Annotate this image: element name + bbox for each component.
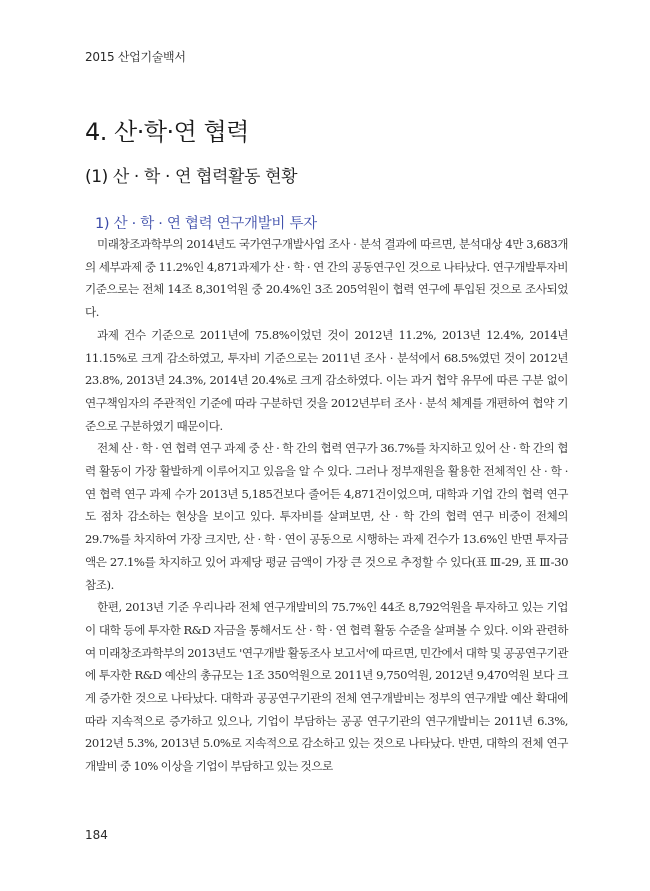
running-head: 2015 산업기술백서 bbox=[85, 50, 186, 64]
paragraph: 미래창조과학부의 2014년도 국가연구개발사업 조사 · 분석 결과에 따르면, 분석대상 4만 3,683개의 세부과제 중 11.2%인 4,871과제가 산 · 학 · 연 간의 공동연구인 것으로 나타났다. 연구개발투자비 기준으로는 전체 14조 8,301억원 중 20.4%인 3조 205억원이 협력 연구에 투입된 것으로 조사되었다. bbox=[85, 237, 568, 320]
subsection-title: 1) 산 · 학 · 연 협력 연구개발비 투자 bbox=[95, 216, 317, 232]
paragraph: 전체 산 · 학 · 연 협력 연구 과제 중 산 · 학 간의 협력 연구가 36.7%를 차지하고 있어 산 · 학 간의 협력 활동이 가장 활발하게 이루어지고 있음을 알 수 있다. 그러나 정부재원을 활용한 전체적인 산 · 학 · 연 협력 연구 과제 수가 2013년 5,185건보다 줄어든 4,871건이었으며, 대학과 기업 간의 협력 연구도 점차 감소하는 현상을 보이고 있다. 투자비를 살펴보면, 산 · 학 간의 협력 연구 비중이 전체의 29.7%를 차지하여 가장 크지만, 산 · 학 · 연이 공동으로 시행하는 과제 건수가 13.6%인 반면 투자금액은 27.1%를 차지하고 있어 과제당 평균 금액이 가장 큰 것으로 추정할 수 있다(표 Ⅲ-29, 표 Ⅲ-30 참조). bbox=[85, 441, 568, 592]
section-title: (1) 산 · 학 · 연 협력활동 현황 bbox=[85, 167, 298, 187]
page-number: 184 bbox=[85, 828, 108, 842]
body-text bbox=[85, 233, 568, 778]
paragraph: 한편, 2013년 기준 우리나라 전체 연구개발비의 75.7%인 44조 8,792억원을 투자하고 있는 기업이 대학 등에 투자한 R&D 자금을 통해서도 산 · 학 · 연 협력 활동 수준을 살펴볼 수 있다. 이와 관련하여 미래창조과학부의 2013년도 '연구개발 활동조사 보고서'에 따르면, 민간에서 대학 및 공공연구기관에 투자한 R&D 예산의 총규모는 1조 350억원으로 2011년 9,750억원, 2012년 9,470억원 보다 크게 증가한 것으로 나타났다. 대학과 공공연구기관의 전체 연구개발비는 정부의 연구개발 예산 확대에 따라 지속적으로 증가하고 있으나, 기업이 부담하는 공공 연구기관의 연구개발비는 2011년 6.3%, 2012년 5.3%, 2013년 5.0%로 지속적으로 감소하고 있는 것으로 나타났다. 반면, 대학의 전체 연구개발비 중 10% 이상을 기업이 부담하고 있는 것으로 bbox=[85, 600, 569, 774]
paragraph: 과제 건수 기준으로 2011년에 75.8%이었던 것이 2012년 11.2%, 2013년 12.4%, 2014년 11.15%로 크게 감소하였고, 투자비 기준으로는 2011년 조사 · 분석에서 68.5%였던 것이 2012년 23.8%, 2013년 24.3%, 2014년 20.4%로 크게 감소하였다. 이는 과거 협약 유무에 따른 구분 없이 연구책임자의 주관적인 기준에 따라 구분하던 것을 2012년부터 조사 · 분석 체계를 개편하여 협약 기준으로 구분하였기 때문이다. bbox=[85, 327, 568, 433]
chapter-title: 4. 산·학·연 협력 bbox=[85, 118, 249, 146]
